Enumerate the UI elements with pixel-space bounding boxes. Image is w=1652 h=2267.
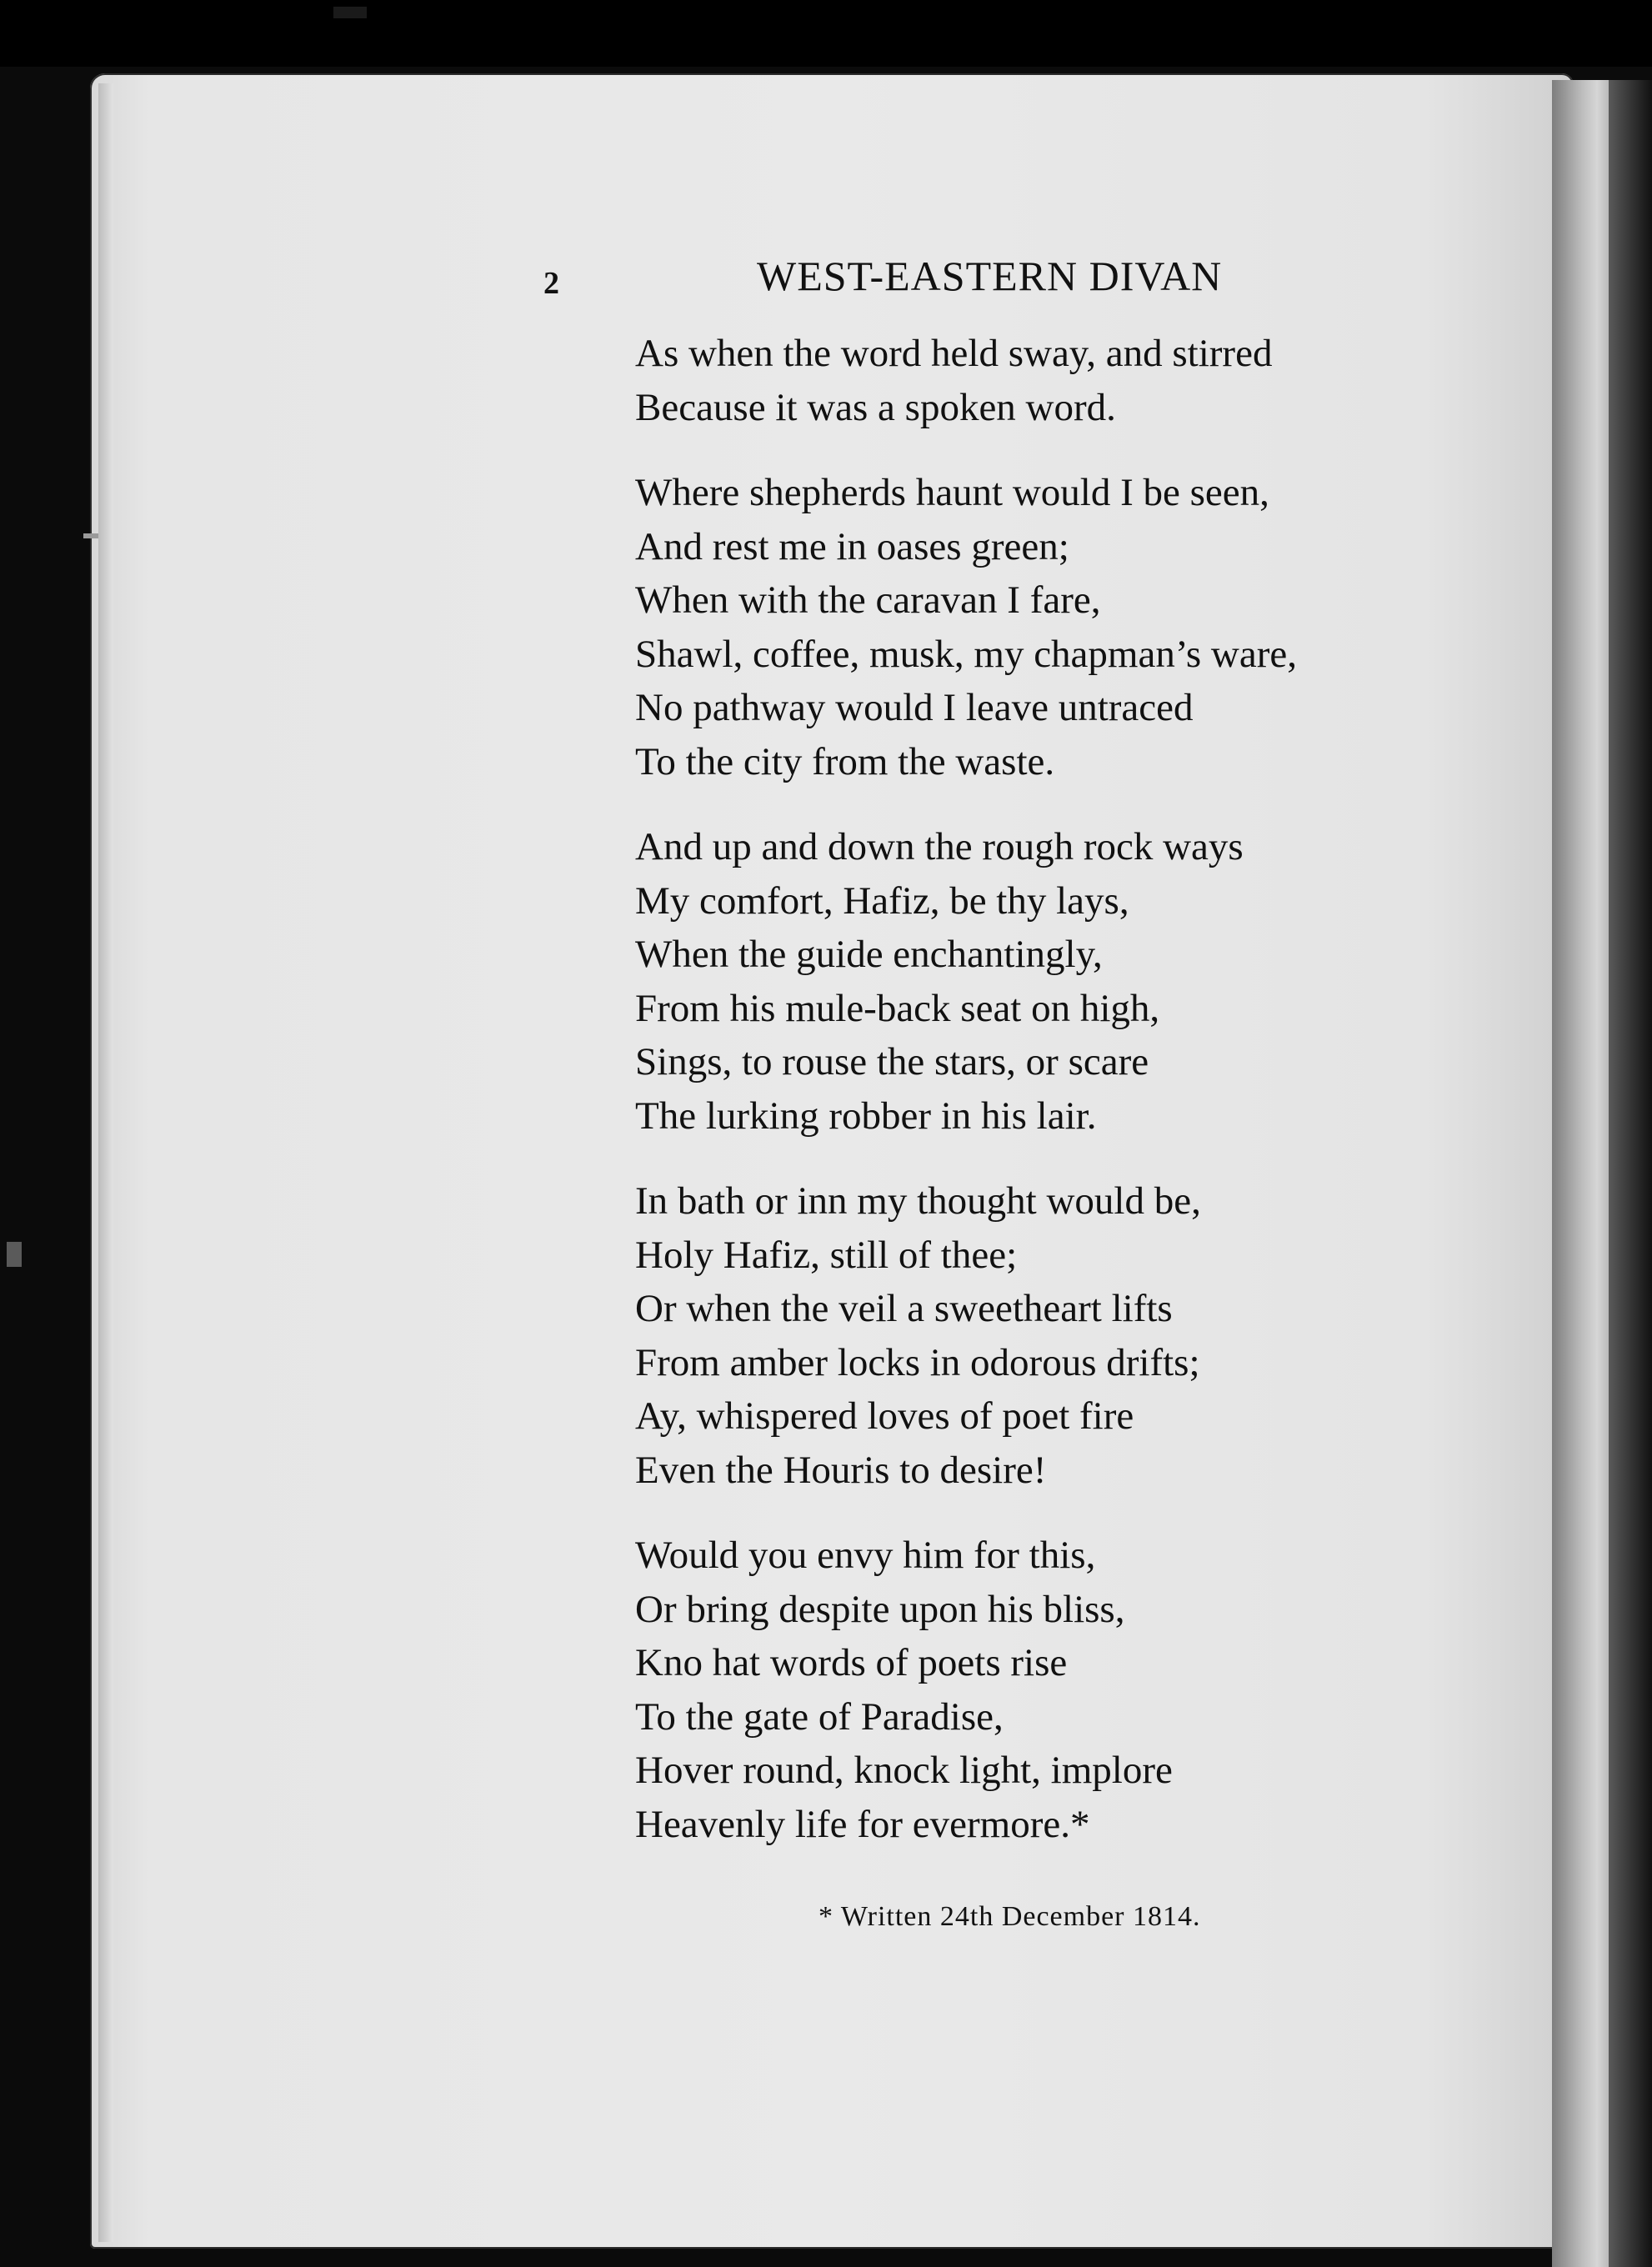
- poem-line: To the gate of Paradise,: [635, 1694, 1004, 1739]
- poem-line: In bath or inn my thought would be,: [635, 1179, 1201, 1223]
- poem-line: To the city from the waste.: [635, 739, 1055, 783]
- poem-line: Sings, to rouse the stars, or scare: [635, 1040, 1149, 1083]
- stanza: [635, 1529, 1535, 1851]
- footnote: * Written 24th December 1814.: [818, 1901, 1201, 1932]
- poem-line: Or when the veil a sweetheart lifts: [635, 1287, 1173, 1330]
- stanza: [635, 1174, 1535, 1497]
- page-number: 2: [543, 266, 559, 301]
- poem: [635, 327, 1535, 1883]
- poem-line: Where shepherds haunt would I be seen,: [635, 471, 1269, 514]
- poem-line: Hover round, knock light, implore: [635, 1749, 1173, 1792]
- poem-line: Or bring despite upon his bliss,: [635, 1587, 1125, 1631]
- poem-line: My comfort, Hafiz, be thy lays,: [635, 878, 1129, 923]
- poem-line: From amber locks in odorous drifts;: [635, 1340, 1200, 1384]
- stanza: [635, 820, 1535, 1143]
- poem-line: No pathway would I leave untraced: [635, 686, 1194, 729]
- poem-line: From his mule-back seat on high,: [635, 986, 1160, 1030]
- running-head: WEST-EASTERN DIVAN: [757, 253, 1223, 299]
- poem-line: As when the word held sway, and stirred: [635, 332, 1273, 375]
- poem-line: Would you envy him for this,: [635, 1534, 1096, 1577]
- poem-line: When with the caravan I fare,: [635, 578, 1101, 622]
- poem-line: Heavenly life for evermore.*: [635, 1802, 1090, 1846]
- stanza: [635, 327, 1535, 434]
- stanza: [635, 466, 1535, 788]
- poem-line: When the guide enchantingly,: [635, 933, 1103, 976]
- poem-line: Ay, whispered loves of poet fire: [635, 1394, 1134, 1438]
- poem-line: Kno hat words of poets rise: [635, 1641, 1068, 1684]
- poem-line: Shawl, coffee, musk, my chapman’s ware,: [635, 632, 1297, 676]
- poem-line: Holy Hafiz, still of thee;: [635, 1233, 1018, 1277]
- poem-line: The lurking robber in his lair.: [635, 1093, 1097, 1138]
- poem-line: Even the Houris to desire!: [635, 1448, 1047, 1492]
- poem-line: And rest me in oases green;: [635, 524, 1069, 568]
- poem-line: And up and down the rough rock ways: [635, 825, 1244, 868]
- poem-line: Because it was a spoken word.: [635, 385, 1116, 429]
